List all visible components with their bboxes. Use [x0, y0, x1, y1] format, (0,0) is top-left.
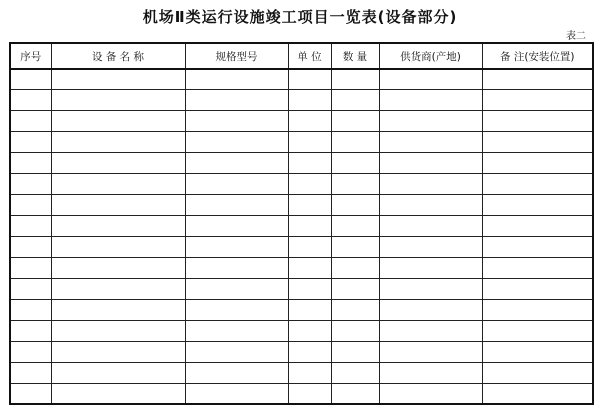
table-cell: [185, 216, 288, 237]
table-cell: [379, 195, 482, 216]
table-row: [10, 320, 593, 341]
table-cell: [51, 69, 185, 90]
table-cell: [10, 362, 51, 383]
table-cell: [482, 195, 593, 216]
table-cell: [331, 362, 379, 383]
col-header-unit: 单 位: [288, 43, 331, 69]
table-cell: [10, 257, 51, 278]
col-header-supplier: 供货商(产地): [379, 43, 482, 69]
table-cell: [482, 299, 593, 320]
table-cell: [51, 153, 185, 174]
table-cell: [185, 111, 288, 132]
table-cell: [331, 237, 379, 258]
table-cell: [51, 111, 185, 132]
table-cell: [482, 237, 593, 258]
table-cell: [288, 132, 331, 153]
table-cell: [331, 383, 379, 404]
table-row: [10, 257, 593, 278]
table-cell: [51, 320, 185, 341]
table-cell: [51, 362, 185, 383]
table-cell: [331, 132, 379, 153]
table-cell: [185, 383, 288, 404]
table-cell: [288, 257, 331, 278]
table-cell: [482, 341, 593, 362]
table-cell: [331, 278, 379, 299]
table-cell: [185, 132, 288, 153]
table-cell: [379, 174, 482, 195]
table-cell: [185, 237, 288, 258]
table-cell: [51, 132, 185, 153]
table-row: [10, 132, 593, 153]
table-cell: [379, 362, 482, 383]
table-cell: [51, 237, 185, 258]
table-cell: [288, 216, 331, 237]
table-cell: [51, 257, 185, 278]
table-cell: [379, 299, 482, 320]
table-cell: [10, 216, 51, 237]
table-cell: [379, 320, 482, 341]
table-cell: [185, 195, 288, 216]
table-cell: [185, 90, 288, 111]
table-cell: [185, 278, 288, 299]
table-row: [10, 195, 593, 216]
table-cell: [482, 132, 593, 153]
table-cell: [379, 69, 482, 90]
table-cell: [288, 153, 331, 174]
equipment-table: [9, 42, 594, 405]
col-header-serial: 序号: [10, 43, 51, 69]
table-cell: [51, 299, 185, 320]
table-cell: [10, 237, 51, 258]
table-cell: [482, 257, 593, 278]
col-header-model: 规格型号: [185, 43, 288, 69]
table-cell: [379, 132, 482, 153]
table-row: [10, 174, 593, 195]
table-cell: [379, 257, 482, 278]
table-row: [10, 216, 593, 237]
table-cell: [379, 153, 482, 174]
table-cell: [482, 174, 593, 195]
table-cell: [482, 320, 593, 341]
table-cell: [185, 320, 288, 341]
table-cell: [379, 341, 482, 362]
table-cell: [482, 90, 593, 111]
col-header-equipment-name: 设 备 名 称: [51, 43, 185, 69]
table-cell: [10, 320, 51, 341]
table-cell: [51, 216, 185, 237]
table-cell: [51, 278, 185, 299]
table-cell: [482, 362, 593, 383]
table-cell: [51, 174, 185, 195]
table-cell: [331, 299, 379, 320]
table-cell: [10, 153, 51, 174]
table-cell: [288, 320, 331, 341]
table-cell: [482, 69, 593, 90]
table-cell: [288, 299, 331, 320]
table-row: [10, 383, 593, 404]
table-cell: [10, 195, 51, 216]
table-cell: [288, 195, 331, 216]
table-cell: [288, 278, 331, 299]
table-row: [10, 278, 593, 299]
table-row: [10, 69, 593, 90]
table-cell: [10, 132, 51, 153]
table-cell: [379, 237, 482, 258]
table-row: [10, 237, 593, 258]
table-cell: [379, 383, 482, 404]
table-cell: [185, 341, 288, 362]
table-cell: [379, 90, 482, 111]
table-number: 表二: [566, 31, 586, 42]
table-cell: [482, 383, 593, 404]
document-title: 机场Ⅱ类运行设施竣工项目一览表(设备部分): [142, 8, 458, 26]
table-cell: [288, 341, 331, 362]
table-cell: [482, 216, 593, 237]
table-cell: [482, 278, 593, 299]
table-cell: [331, 216, 379, 237]
table-cell: [379, 111, 482, 132]
table-cell: [288, 174, 331, 195]
table-cell: [51, 195, 185, 216]
table-cell: [185, 257, 288, 278]
table-row: [10, 153, 593, 174]
table-cell: [288, 69, 331, 90]
table-cell: [51, 383, 185, 404]
table-cell: [482, 111, 593, 132]
table-cell: [10, 383, 51, 404]
table-cell: [185, 174, 288, 195]
table-body: [10, 69, 593, 404]
table-cell: [288, 90, 331, 111]
table-cell: [10, 69, 51, 90]
table-cell: [331, 174, 379, 195]
table-cell: [10, 299, 51, 320]
table-cell: [185, 153, 288, 174]
table-cell: [288, 111, 331, 132]
table-row: [10, 111, 593, 132]
table-cell: [10, 341, 51, 362]
table-cell: [331, 257, 379, 278]
table-cell: [185, 362, 288, 383]
table-cell: [51, 341, 185, 362]
table-cell: [10, 174, 51, 195]
table-cell: [10, 111, 51, 132]
table-cell: [379, 216, 482, 237]
table-cell: [288, 237, 331, 258]
table-cell: [288, 383, 331, 404]
table-row: [10, 341, 593, 362]
table-cell: [51, 90, 185, 111]
table-row: [10, 90, 593, 111]
table-row: [10, 299, 593, 320]
table-cell: [331, 153, 379, 174]
table-cell: [185, 299, 288, 320]
table-row: [10, 362, 593, 383]
table-cell: [331, 111, 379, 132]
table-cell: [331, 341, 379, 362]
table-cell: [10, 90, 51, 111]
table-cell: [482, 153, 593, 174]
table-cell: [10, 278, 51, 299]
header-row: [10, 43, 593, 69]
table-cell: [331, 69, 379, 90]
col-header-remarks: 备 注(安装位置): [482, 43, 593, 69]
table-cell: [379, 278, 482, 299]
table-cell: [331, 320, 379, 341]
table-cell: [288, 362, 331, 383]
col-header-quantity: 数 量: [331, 43, 379, 69]
table-cell: [331, 195, 379, 216]
table-cell: [185, 69, 288, 90]
table-cell: [331, 90, 379, 111]
